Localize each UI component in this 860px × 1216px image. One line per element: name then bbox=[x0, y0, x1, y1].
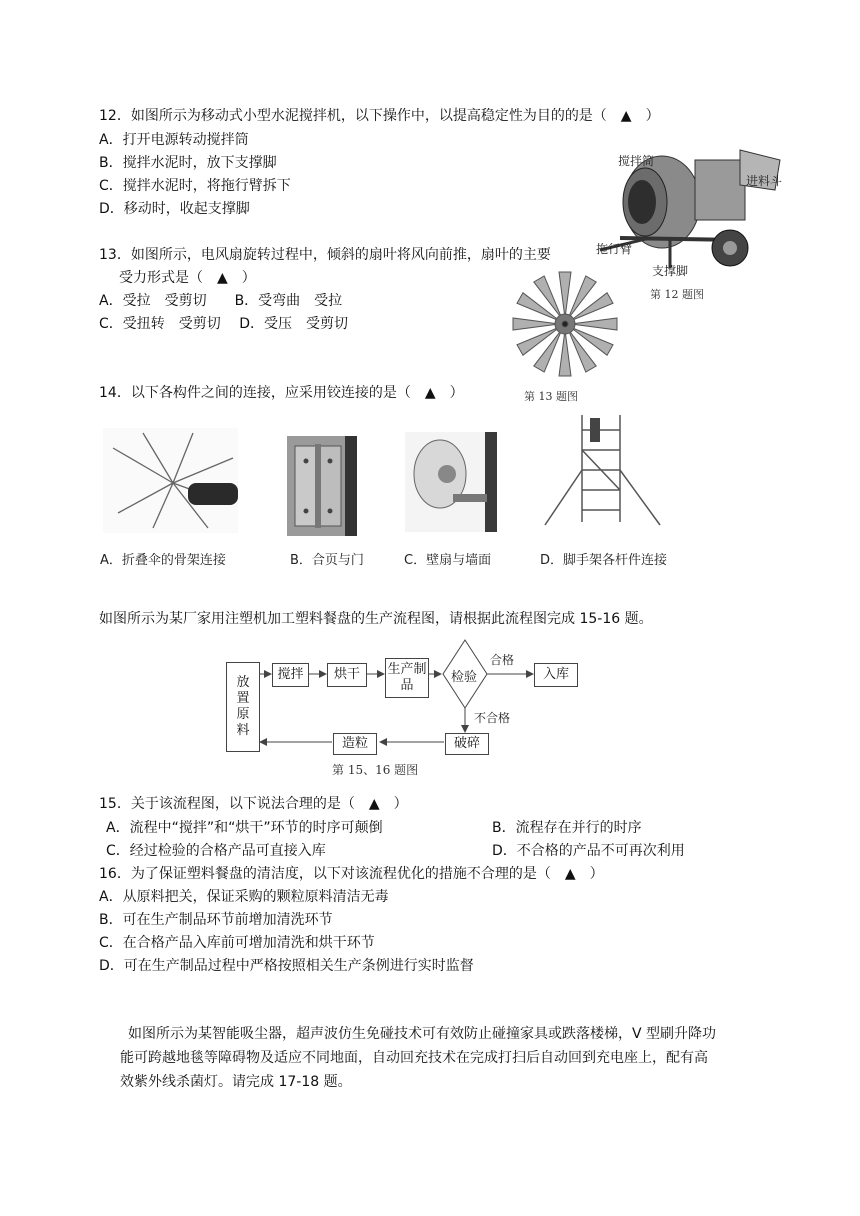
wall-fan-image bbox=[405, 432, 497, 532]
q15-option-c: C．经过检验的合格产品可直接入库 bbox=[106, 843, 326, 859]
q13-stem-line2: 受力形式是（ ▲ ） bbox=[119, 270, 256, 286]
flow-node-dry: 烘干 bbox=[327, 663, 367, 687]
q14-option-b: B．合页与门 bbox=[290, 553, 364, 568]
label-drum: 搅拌筒 bbox=[618, 154, 655, 168]
q16-option-a: A．从原料把关，保证采购的颗粒原料清洁无毒 bbox=[99, 889, 389, 905]
raw-char-4: 料 bbox=[236, 723, 250, 738]
q15-option-a: A．流程中“搅拌”和“烘干”环节的时序可颠倒 bbox=[106, 820, 383, 836]
q16-option-b: B．可在生产制品环节前增加清洗环节 bbox=[99, 912, 333, 928]
q12-stem: 12．如图所示为移动式小型水泥搅拌机，以下操作中，以提高稳定性为目的的是（ ▲ ） bbox=[99, 108, 660, 124]
q13-stem-line1: 13．如图所示，电风扇旋转过程中，倾斜的扇叶将风向前推，扇叶的主要 bbox=[99, 247, 551, 263]
q12-option-c: C．搅拌水泥时，将拖行臂拆下 bbox=[99, 178, 291, 194]
label-leg: 支撑脚 bbox=[652, 264, 689, 278]
label-arm: 拖行臂 bbox=[596, 242, 633, 256]
q16-stem: 16．为了保证塑料餐盘的清洁度，以下对该流程优化的措施不合理的是（ ▲ ） bbox=[99, 866, 604, 882]
q15-option-b: B．流程存在并行的时序 bbox=[492, 820, 642, 836]
flow-node-raw-material bbox=[226, 662, 260, 752]
q15-stem: 15．关于该流程图，以下说法合理的是（ ▲ ） bbox=[99, 796, 408, 812]
q14-option-a: A．折叠伞的骨架连接 bbox=[100, 553, 226, 568]
q13-caption: 第 13 题图 bbox=[524, 390, 578, 403]
flowchart-caption: 第 15、16 题图 bbox=[332, 763, 419, 777]
q13-options-cd: C．受扭转 受剪切 D．受压 受剪切 bbox=[99, 316, 349, 332]
flow-node-stir: 搅拌 bbox=[272, 663, 309, 687]
q14-stem: 14．以下各构件之间的连接，应采用铰连接的是（ ▲ ） bbox=[99, 385, 464, 401]
q16-option-d: D．可在生产制品过程中严格按照相关生产条例进行实时监督 bbox=[99, 958, 474, 974]
q12-option-b: B．搅拌水泥时，放下支撑脚 bbox=[99, 155, 277, 171]
intro-17-18-line2: 能可跨越地毯等障碍物及适应不同地面，自动回充技术在完成打扫后自动回到充电座上，配有高 bbox=[120, 1050, 708, 1066]
flow-label-pass: 合格 bbox=[490, 653, 515, 667]
intro-17-18-line3: 效紫外线杀菌灯。请完成 17-18 题。 bbox=[120, 1074, 352, 1090]
raw-char-2: 置 bbox=[236, 691, 250, 706]
flow-node-granulate: 造粒 bbox=[333, 733, 377, 755]
q12-option-a: A．打开电源转动搅拌筒 bbox=[99, 132, 249, 148]
q12-option-d: D．移动时，收起支撑脚 bbox=[99, 201, 250, 217]
flow-label-fail: 不合格 bbox=[474, 711, 511, 725]
flow-node-store: 入库 bbox=[534, 663, 578, 687]
flow-node-crush: 破碎 bbox=[445, 733, 489, 755]
q15-option-d: D．不合格的产品不可再次利用 bbox=[492, 843, 685, 859]
q12-caption: 第 12 题图 bbox=[650, 288, 704, 301]
q16-option-c: C．在合格产品入库前可增加清洗和烘干环节 bbox=[99, 935, 375, 951]
scaffold-image bbox=[540, 410, 665, 535]
raw-char-1: 放 bbox=[236, 675, 250, 690]
raw-char-3: 原 bbox=[236, 707, 250, 722]
door-hinge-image bbox=[287, 436, 357, 536]
fan-blade-image bbox=[505, 268, 625, 380]
intro-17-18-line1: 如图所示为某智能吸尘器，超声波仿生免碰技术可有效防止碰撞家具或跌落楼梯，V 型刷升降功 bbox=[128, 1026, 717, 1042]
umbrella-frame-image bbox=[103, 428, 238, 533]
label-hopper: 进料斗 bbox=[746, 174, 783, 188]
q14-option-d: D．脚手架各杆件连接 bbox=[540, 553, 668, 568]
q13-options-ab: A．受拉 受剪切 B．受弯曲 受拉 bbox=[99, 293, 343, 309]
q14-option-c: C．壁扇与墙面 bbox=[404, 553, 492, 568]
flow-node-produce: 生产制品 bbox=[385, 658, 429, 698]
flow-node-inspect: 检验 bbox=[451, 670, 478, 685]
intro-15-16: 如图所示为某厂家用注塑机加工塑料餐盘的生产流程图，请根据此流程图完成 15-16 题。 bbox=[99, 611, 653, 627]
